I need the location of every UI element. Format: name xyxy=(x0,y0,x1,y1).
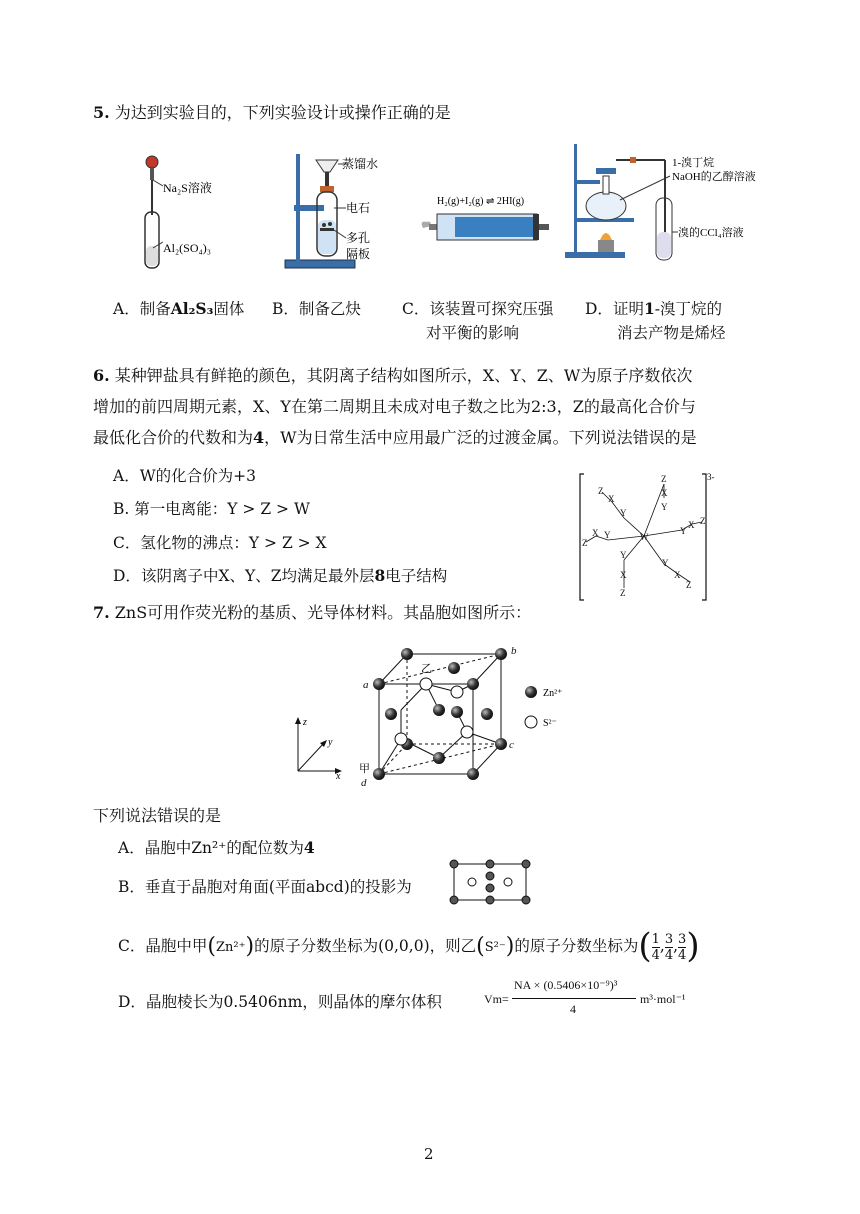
figA-top-label: Na₂S溶液 xyxy=(163,181,212,195)
svg-text:Z: Z xyxy=(661,474,667,484)
figD-label-naoh: NaOH的乙醇溶液 xyxy=(672,171,756,183)
svg-text:Z: Z xyxy=(686,580,692,590)
q6-option-a[interactable]: A．W的化合价为+3 xyxy=(113,467,256,485)
svg-text:y: y xyxy=(328,737,333,748)
q5-option-c[interactable]: C．该装置可探究压强 对平衡的影响 xyxy=(402,300,554,342)
q5-option-d[interactable]: D．证明1-溴丁烷的 消去产物是烯烃 xyxy=(585,299,726,342)
formula-numerator: NA × (0.5406×10⁻⁹)³ xyxy=(514,978,618,992)
figC-equation: H₂(g)+I₂(g) ⇌ 2HI(g) xyxy=(437,196,525,207)
svg-text:Y: Y xyxy=(680,526,687,536)
formula-denominator: 4 xyxy=(570,1002,576,1016)
svg-text:Z: Z xyxy=(700,516,706,526)
svg-text:X: X xyxy=(674,570,681,580)
figB-label-porous: 多孔 xyxy=(346,231,371,245)
q7-option-a[interactable]: A．晶胞中Zn²⁺的配位数为4 xyxy=(118,838,315,857)
legend-zn: Zn²⁺ xyxy=(543,688,563,699)
formula-unit: m³·mol⁻¹ xyxy=(640,992,686,1006)
q7-projection-figure xyxy=(448,858,532,908)
svg-text:X: X xyxy=(688,520,695,530)
q5-option-a[interactable]: A．制备Al₂S₃固体 xyxy=(113,299,245,318)
q7-sub: 下列说法错误的是 xyxy=(93,806,222,825)
q5-stem-text: 为达到实验目的，下列实验设计或操作正确的是 xyxy=(114,103,451,122)
svg-text:Z: Z xyxy=(598,486,604,496)
svg-text:X: X xyxy=(608,494,615,504)
svg-text:X: X xyxy=(592,528,599,538)
figB-label-water: 蒸馏水 xyxy=(342,157,379,171)
q5-figure-d xyxy=(560,140,785,265)
figB-label-plate: 隔板 xyxy=(346,247,371,261)
anion-charge: 3- xyxy=(707,472,715,482)
legend-s: S²⁻ xyxy=(543,718,557,729)
svg-text:Y: Y xyxy=(661,502,668,512)
q6-option-b[interactable]: B. 第一电离能：Y > Z > W xyxy=(113,500,310,518)
svg-text:Z: Z xyxy=(582,538,588,548)
cell-label-c: c xyxy=(509,739,514,751)
cell-label-a: a xyxy=(363,679,369,691)
q5-figure-b xyxy=(280,150,410,275)
q5-stem xyxy=(93,100,451,123)
anion-w: W xyxy=(640,532,649,542)
svg-text:Z: Z xyxy=(620,588,626,598)
svg-text:z: z xyxy=(303,717,307,728)
q7-stem: 7. ZnS可用作荧光粉的基质、光导体材料。其晶胞如图所示： xyxy=(93,603,532,622)
svg-text:X: X xyxy=(620,570,627,580)
q5-number: 5. xyxy=(93,103,110,122)
q7-option-d[interactable]: D．晶胞棱长为0.5406nm，则晶体的摩尔体积 xyxy=(118,993,442,1011)
figA-bottom-label: Al₂(SO₄)₃ xyxy=(163,241,211,255)
svg-text:Y: Y xyxy=(604,530,611,540)
svg-text:Y: Y xyxy=(620,550,627,560)
q5-figure-c xyxy=(415,190,550,250)
q6-option-c[interactable]: C．氢化物的沸点：Y > Z > X xyxy=(113,534,327,552)
q6-option-d[interactable]: D．该阴离子中X、Y、Z均满足最外层8电子结构 xyxy=(113,566,448,585)
q7-axes xyxy=(290,715,350,780)
q6-anion-structure xyxy=(578,470,718,605)
cell-label-b: b xyxy=(511,645,517,657)
figD-label-bromobutane: 1-溴丁烷 xyxy=(672,157,715,169)
q7-unit-cell xyxy=(355,640,585,790)
q7-option-c[interactable]: C．晶胞中甲(Zn²⁺)的原子分数坐标为(0,0,0)，则乙(S²⁻)的原子分数坐标为($\frac{1}{4}$ $,\frac{3}{4}$ $,\frac{3}{4}$ ) xyxy=(118,926,700,966)
cell-label-d: d xyxy=(361,777,367,789)
figD-label-bromine: 溴的CCl₄溶液 xyxy=(678,227,744,239)
q5-figure-a xyxy=(135,150,245,275)
svg-text:Y: Y xyxy=(662,558,669,568)
figB-label-carbide: 电石 xyxy=(346,201,371,215)
cell-label-yi: 乙 xyxy=(421,663,432,675)
page-number: 2 xyxy=(424,1145,434,1163)
svg-text:X: X xyxy=(661,488,668,498)
svg-text:Y: Y xyxy=(620,508,627,518)
q5-option-b[interactable]: B．制备乙炔 xyxy=(272,300,361,318)
q7-option-b[interactable]: B．垂直于晶胞对角面(平面abcd)的投影为 xyxy=(118,878,412,896)
q6-stem: 6. 某种钾盐具有鲜艳的颜色，其阴离子结构如图所示，X、Y、Z、W为原子序数依次 增加的前四周期元素，X、Y在第二周期且未成对电子数之比为2:3，Z的最高化合价与 最低化合价的代数和为4，W为日常生活中应用最广泛的过渡金属。下列说法错误的是 xyxy=(93,366,697,447)
cell-label-jia: 甲 xyxy=(359,763,370,775)
svg-text:x: x xyxy=(336,771,341,780)
